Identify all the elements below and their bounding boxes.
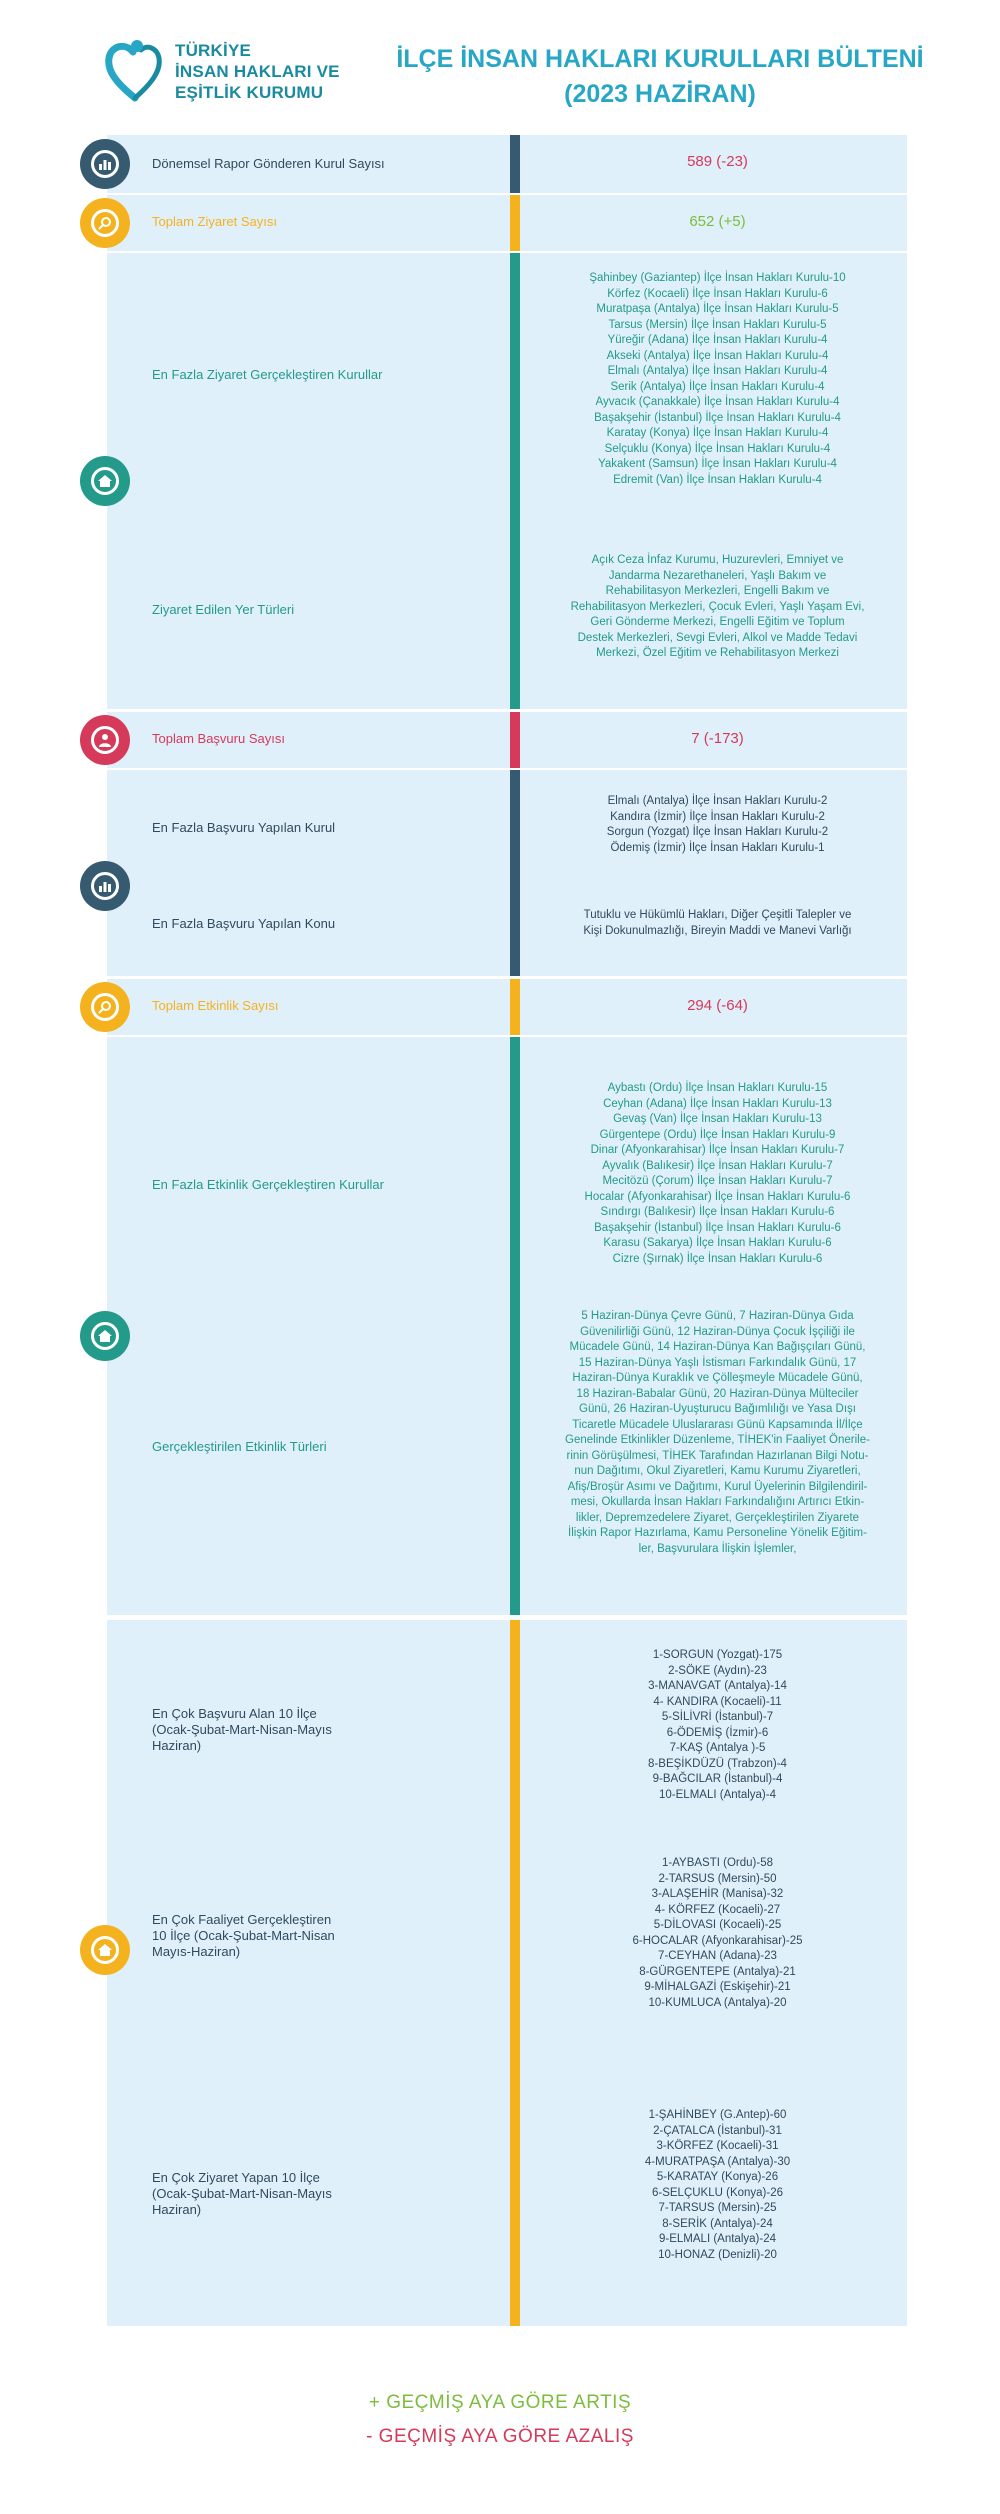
list-item: Ayvacık (Çanakkale) İlçe İnsan Hakları Kurulu-4 [595, 396, 840, 408]
logo-line: EŞİTLİK KURUMU [175, 83, 324, 102]
list-item: 2-ÇATALCA (İstanbul)-31 [653, 2124, 782, 2137]
report-row [107, 135, 907, 193]
text-line: Jandarma Nezarethaneleri, Yaşlı Bakım ve [608, 569, 827, 582]
text-line: Tutuklu ve Hükümlü Hakları, Diğer Çeşitli Talepler ve [583, 909, 852, 921]
list-item: 6-SELÇUKLU (Konya)-26 [651, 2186, 784, 2199]
home-icon [80, 456, 130, 506]
text-line: Afiş/Broşür Asımı ve Dağıtımı, Kurul Üyelerinin Bilgilendiril- [567, 1480, 868, 1493]
text-line: Rehabilitasyon Merkezleri, Çocuk Evleri, Yaşlı Yaşam Evi, [570, 600, 865, 613]
list-item: 5-SİLİVRİ (İstanbul)-7 [661, 1711, 774, 1723]
list-item: Edremit (Van) İlçe İnsan Hakları Kurulu-4 [613, 473, 822, 486]
list-item: Mecitözü (Çorum) İlçe İnsan Hakları Kurulu-7 [602, 1175, 833, 1187]
logo-text [175, 40, 340, 103]
divider [510, 253, 520, 709]
list-item: Kandıra (İzmir) İlçe İnsan Hakları Kurulu-2 [610, 810, 825, 823]
events-value: 294 (-64) [687, 997, 748, 1014]
list-item: 9-ELMALI (Antalya)-24 [659, 2233, 776, 2245]
visits-row [107, 195, 907, 251]
list-item: 5-KARATAY (Konya)-26 [656, 2171, 779, 2183]
logo-line: İNSAN HAKLARI VE [175, 62, 340, 81]
list-item: 7-TARSUS (Mersin)-25 [658, 2202, 777, 2214]
visit-places-text [528, 553, 907, 662]
text-line: Geri Gönderme Merkezi, Engelli Eğitim ve Toplum [590, 616, 845, 628]
text-line: ler, Başvurulara İlişkin İşlemler, [638, 1542, 797, 1555]
list-item: Cizre (Şırnak) İlçe İnsan Hakları Kurulu-6 [612, 1252, 823, 1265]
list-item: 1-AYBASTI (Ordu)-58 [662, 1857, 773, 1869]
text-line: Merkezi, Özel Eğitim ve Rehabilitasyon Merkezi [596, 647, 839, 659]
list-item: Sorgun (Yozgat) İlçe İnsan Hakları Kurulu-2 [606, 826, 829, 838]
label-line: Mayıs-Haziran) [152, 1944, 241, 1959]
list-item: Gürgentepe (Ordu) İlçe İnsan Hakları Kurulu-9 [599, 1128, 836, 1141]
list-item: 10-KUMLUCA (Antalya)-20 [648, 1996, 787, 2009]
header [0, 0, 1000, 130]
list-item: Tarsus (Mersin) İlçe İnsan Hakları Kurulu-5 [608, 318, 827, 331]
text-line: Kişi Dokunulmazlığı, Bireyin Maddi ve Manevi Varlığı [583, 924, 852, 937]
divider [510, 135, 520, 193]
top-event-councils-label: En Fazla Etkinlik Gerçekleştiren Kurullar [152, 1177, 384, 1192]
logo-line: TÜRKİYE [175, 41, 252, 60]
text-line: Açık Ceza İnfaz Kurumu, Huzurevleri, Emniyet ve [591, 554, 844, 566]
report-label: Dönemsel Rapor Gönderen Kurul Sayısı [152, 156, 385, 171]
list-item: Başakşehir (İstanbul) İlçe İnsan Hakları Kurulu-4 [594, 411, 841, 424]
user-icon [80, 715, 130, 765]
list-item: 7-KAŞ (Antalya )-5 [669, 1742, 766, 1754]
divider [510, 195, 520, 251]
top10-apps-list [528, 1648, 907, 1803]
label-line: Haziran) [152, 2202, 202, 2217]
list-item: 9-MİHALGAZİ (Eskişehir)-21 [644, 1981, 791, 1993]
list-item: 2-SÖKE (Aydın)-23 [668, 1664, 767, 1677]
list-item: 4- KÖRFEZ (Kocaeli)-27 [654, 1903, 781, 1916]
list-item: 1-ŞAHİNBEY (G.Antep)-60 [648, 2109, 787, 2121]
divider [510, 712, 520, 768]
list-item: Akseki (Antalya) İlçe İnsan Hakları Kurulu-4 [606, 349, 829, 362]
label-line: 10 İlçe (Ocak-Şubat-Mart-Nisan [152, 1928, 335, 1943]
events-row [107, 979, 907, 1035]
list-item: Şahinbey (Gaziantep) İlçe İnsan Hakları Kurulu-10 [589, 272, 846, 284]
list-item: 10-ELMALI (Antalya)-4 [659, 1788, 776, 1801]
list-item: Dinar (Afyonkarahisar) İlçe İnsan Hakları Kurulu-7 [590, 1144, 845, 1156]
list-item: 6-HOCALAR (Afyonkarahisar)-25 [632, 1934, 803, 1947]
list-item: 2-TARSUS (Mersin)-50 [658, 1872, 777, 1885]
list-item: Ceyhan (Adana) İlçe İnsan Hakları Kurulu-13 [603, 1097, 832, 1110]
bar-chart-icon [80, 861, 130, 911]
list-item: Hocalar (Afyonkarahisar) İlçe İnsan Hakları Kurulu-6 [584, 1190, 851, 1203]
text-line: Haziran-Dünya Kuraklık ve Çölleşmeyle Mücadele Günü, [572, 1372, 863, 1384]
event-types-label: Gerçekleştirilen Etkinlik Türleri [152, 1439, 327, 1454]
list-item: Karatay (Konya) İlçe İnsan Hakları Kurulu-4 [606, 427, 829, 439]
label-line: En Çok Faaliyet Gerçekleştiren [152, 1912, 332, 1927]
home-icon [80, 1925, 130, 1975]
list-item: 9-BAĞCILAR (İstanbul)-4 [652, 1773, 783, 1785]
legend-increase: + GEÇMİŞ AYA GÖRE ARTIŞ [368, 2392, 632, 2413]
label-line: En Çok Ziyaret Yapan 10 İlçe [152, 2170, 320, 2185]
list-item: 8-GÜRGENTEPE (Antalya)-21 [639, 1965, 796, 1978]
list-item: Selçuklu (Konya) İlçe İnsan Hakları Kurulu-4 [604, 442, 831, 455]
visits-label: Toplam Ziyaret Sayısı [152, 214, 277, 229]
list-item: 7-CEYHAN (Adana)-23 [658, 1950, 777, 1962]
text-line: rinin Görüşülmesi, TİHEK Tarafından Hazırlanan Bilgi Notu- [566, 1449, 869, 1462]
list-item: Gevaş (Van) İlçe İnsan Hakları Kurulu-13 [613, 1113, 822, 1125]
list-item: Muratpaşa (Antalya) İlçe İnsan Hakları Kurulu-5 [596, 303, 839, 315]
visit-details-row [107, 253, 907, 709]
applications-value: 7 (-173) [691, 730, 744, 747]
divider [510, 1037, 520, 1615]
applications-row [107, 712, 907, 768]
divider [510, 1620, 520, 2326]
visit-places-label: Ziyaret Edilen Yer Türleri [152, 602, 295, 617]
search-icon [80, 198, 130, 248]
list-item: Serik (Antalya) İlçe İnsan Hakları Kurulu-4 [610, 380, 825, 393]
legend-decrease: - GEÇMİŞ AYA GÖRE AZALIŞ [366, 2426, 634, 2447]
text-line: 15 Haziran-Dünya Yaşlı İstismarı Farkındalık Günü, 17 [578, 1356, 857, 1369]
label-line: (Ocak-Şubat-Mart-Nisan-Mayıs [152, 2186, 332, 2201]
list-item: Yüreğir (Adana) İlçe İnsan Hakları Kurulu-4 [607, 334, 828, 346]
top-visit-councils-label: En Fazla Ziyaret Gerçekleştiren Kurullar [152, 367, 383, 382]
text-line: Mücadele Günü, 14 Haziran-Dünya Kan Bağışçıları Günü, [569, 1341, 866, 1353]
text-line: Destek Merkezleri, Sevgi Evleri, Alkol ve Madde Tedavi [577, 631, 858, 644]
top-app-councils-list [528, 794, 907, 856]
top10-visits-list [528, 2108, 907, 2263]
list-item: Körfez (Kocaeli) İlçe İnsan Hakları Kurulu-6 [607, 287, 828, 300]
list-item: 5-DİLOVASI (Kocaeli)-25 [653, 1919, 782, 1931]
text-line: İlişkin Rapor Hazırlama, Kamu Personeline Yönelik Eğitim- [568, 1527, 867, 1539]
list-item: Karasu (Sakarya) İlçe İnsan Hakları Kurulu-6 [603, 1237, 832, 1249]
report-value: 589 (-23) [687, 153, 748, 170]
list-item: Elmalı (Antalya) İlçe İnsan Hakları Kurulu-2 [607, 795, 828, 807]
list-item: 4-MURATPAŞA (Antalya)-30 [644, 2155, 791, 2168]
application-details-row [107, 770, 907, 976]
top-visit-councils-list [528, 271, 907, 488]
list-item: Ödemiş (İzmir) İlçe İnsan Hakları Kurulu-1 [610, 841, 825, 854]
list-item: Başakşehir (İstanbul) İlçe İnsan Hakları Kurulu-6 [594, 1221, 841, 1234]
top-app-councils-label: En Fazla Başvuru Yapılan Kurul [152, 820, 336, 835]
text-line: Rehabilitasyon Merkezleri, Engelli Bakım ve [605, 585, 830, 597]
visits-value: 652 (+5) [689, 213, 746, 230]
top10-row [107, 1620, 907, 2326]
label-line: Haziran) [152, 1738, 202, 1753]
top-event-councils-list [528, 1081, 907, 1267]
applications-label: Toplam Başvuru Sayısı [152, 731, 285, 746]
top10-apps-label [152, 1706, 472, 1754]
divider [510, 979, 520, 1035]
list-item: Yakakent (Samsun) İlçe İnsan Hakları Kurulu-4 [598, 458, 837, 470]
bar-chart-icon [80, 139, 130, 189]
events-label: Toplam Etkinlik Sayısı [152, 998, 279, 1013]
text-line: nun Dağıtımı, Okul Ziyaretleri, Kamu Kurumu Ziyaretleri, [574, 1465, 861, 1477]
text-line: Günü, 26 Haziran-Uyuşturucu Bağımlılığı ve Yasa Dışı [579, 1403, 856, 1415]
label-line: En Çok Başvuru Alan 10 İlçe [152, 1706, 317, 1721]
top10-activities-list [528, 1856, 907, 2011]
list-item: 8-SERİK (Antalya)-24 [662, 2217, 773, 2230]
list-item: 4- KANDIRA (Kocaeli)-11 [653, 1695, 782, 1708]
list-item: 3-KÖRFEZ (Kocaeli)-31 [656, 2140, 779, 2152]
event-details-row [107, 1037, 907, 1615]
list-item: 6-ÖDEMİŞ (İzmir)-6 [666, 1726, 769, 1739]
text-line: Güvenilirliği Günü, 12 Haziran-Dünya Çocuk İşçiliği ile [580, 1325, 855, 1338]
top-app-topic-label: En Fazla Başvuru Yapılan Konu [152, 916, 336, 931]
home-icon [80, 1311, 130, 1361]
text-line: likler, Depremzedelere Ziyaret, Gerçekleştirilen Ziyarete [575, 1511, 860, 1524]
list-item: 8-BEŞİKDÜZÜ (Trabzon)-4 [648, 1757, 787, 1770]
event-types-text [528, 1309, 907, 1557]
top-app-topic-text [528, 908, 907, 939]
top10-activities-label [152, 1912, 472, 1960]
top10-visits-label [152, 2170, 472, 2218]
logo-heart-icon [105, 38, 165, 102]
label-line: (Ocak-Şubat-Mart-Nisan-Mayıs [152, 1722, 332, 1737]
institution-logo [105, 38, 375, 108]
list-item: 3-MANAVGAT (Antalya)-14 [648, 1680, 787, 1692]
list-item: Aybastı (Ordu) İlçe İnsan Hakları Kurulu-15 [607, 1082, 828, 1094]
text-line: Genelinde Etkinlikler Düzenleme, TİHEK'in Faaliyet Önerile- [565, 1434, 870, 1446]
text-line: Ticaretle Mücadele Uluslararası Günü Kapsamında İl/İlçe [572, 1418, 863, 1431]
divider [510, 770, 520, 976]
list-item: Ayvalık (Balıkesir) İlçe İnsan Hakları Kurulu-7 [602, 1159, 833, 1172]
text-line: 5 Haziran-Dünya Çevre Günü, 7 Haziran-Dünya Gıda [581, 1310, 854, 1322]
search-icon [80, 982, 130, 1032]
list-item: 3-ALAŞEHİR (Manisa)-32 [651, 1888, 784, 1900]
title-line: (2023 HAZİRAN) [564, 80, 756, 108]
page-title [380, 42, 940, 112]
list-item: Sındırgı (Balıkesir) İlçe İnsan Hakları Kurulu-6 [600, 1206, 835, 1218]
list-item: Elmalı (Antalya) İlçe İnsan Hakları Kurulu-4 [607, 365, 828, 377]
list-item: 10-HONAZ (Denizli)-20 [658, 2248, 777, 2261]
text-line: 18 Haziran-Babalar Günü, 20 Haziran-Dünya Mülteciler [576, 1387, 859, 1400]
text-line: mesi, Okullarda İnsan Hakları Farkındalığını Artırıcı Etkin- [570, 1496, 865, 1508]
title-line: İLÇE İNSAN HAKLARI KURULLARI BÜLTENİ [396, 45, 924, 73]
list-item: 1-SORGUN (Yozgat)-175 [652, 1649, 783, 1661]
